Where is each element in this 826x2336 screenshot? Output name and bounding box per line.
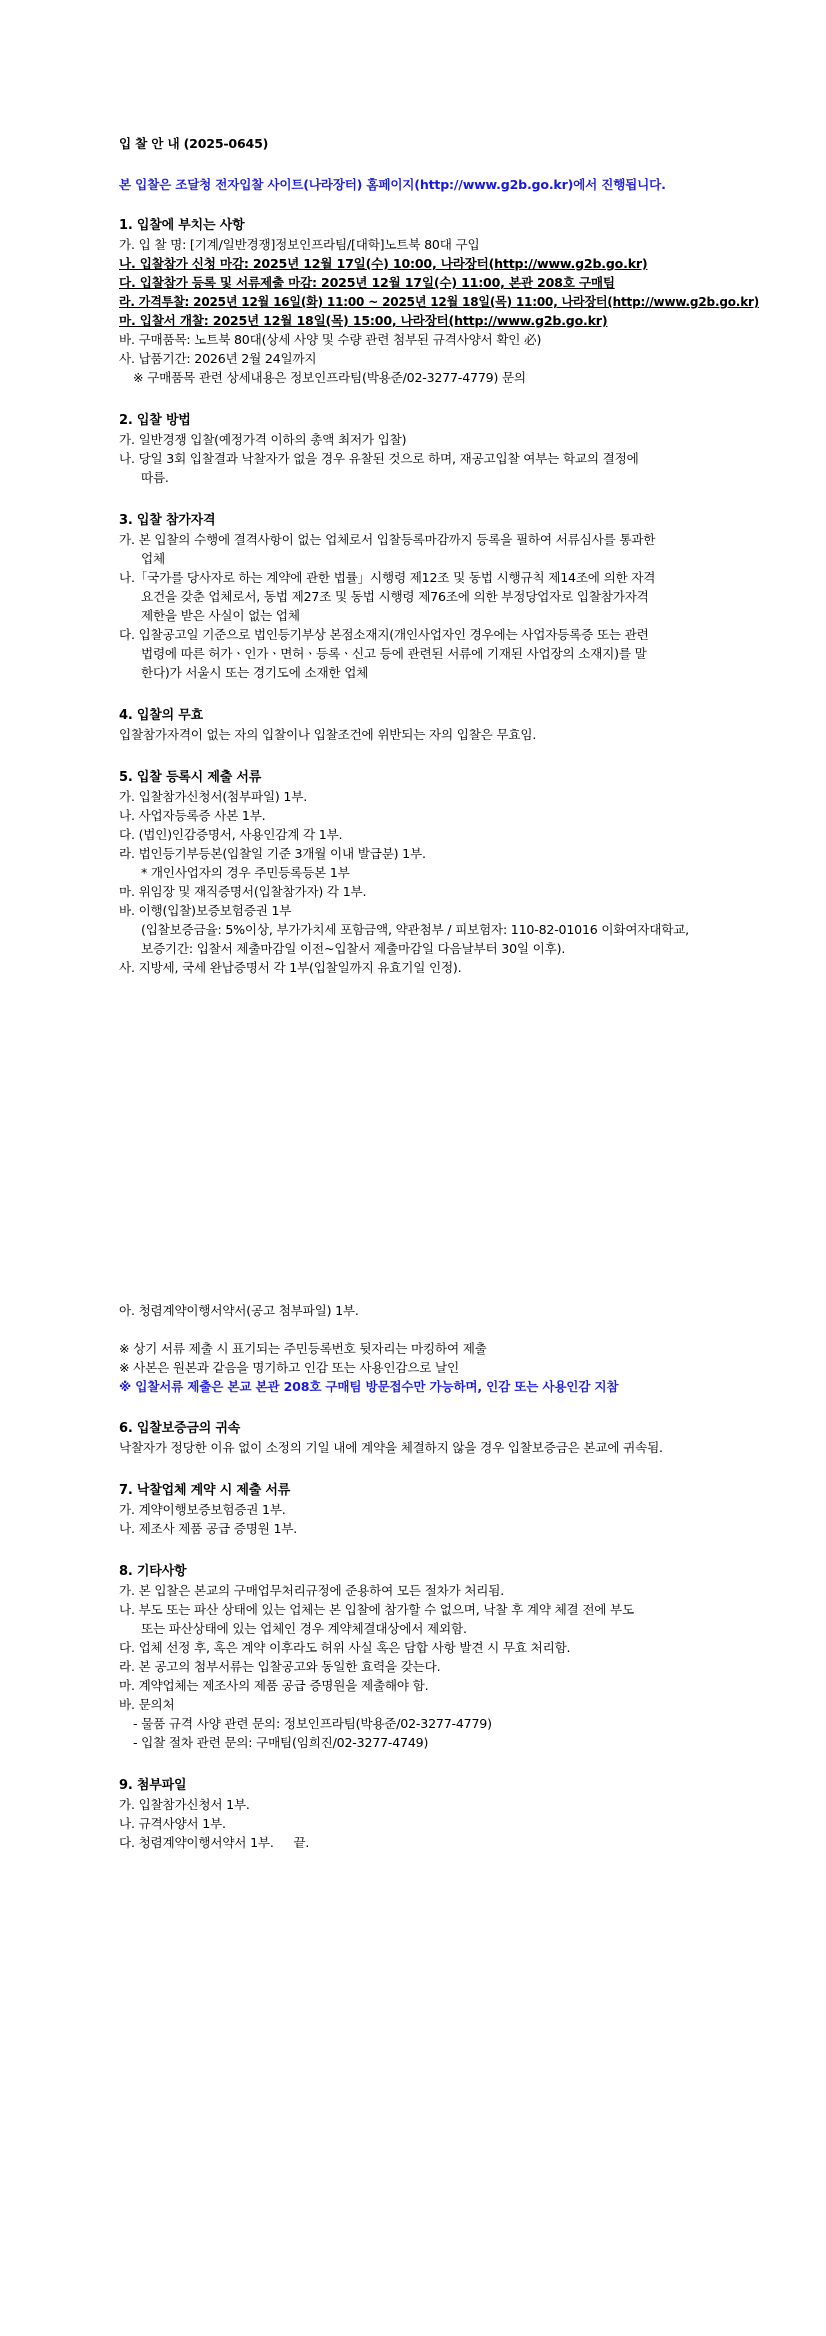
end-mark: 끝. <box>293 1835 310 1850</box>
submission-note-1: ※ 상기 서류 제출 시 표기되는 주민등록번호 뒷자리는 마킹하여 제출 <box>119 1341 487 1356</box>
inquiry-spec: - 물품 규격 사양 관련 문의: 정보인프라팀(박용준/02-3277-4779) <box>133 1716 492 1731</box>
section-8-heading: 8. 기타사항 <box>119 1564 187 1579</box>
doc-d-note: * 개인사업자의 경우 주민등록등본 1부 <box>141 865 350 880</box>
qualification-c-cont-2: 한다)가 서울시 또는 경기도에 소재한 업체 <box>141 665 369 680</box>
doc-a: 가. 입찰참가신청서(첨부파일) 1부. <box>119 789 308 804</box>
section-9-heading: 9. 첨부파일 <box>119 1778 187 1793</box>
submission-note-3: ※ 입찰서류 제출은 본교 본관 208호 구매팀 방문접수만 가능하며, 인감 또는 사용인감 지참 <box>119 1379 619 1394</box>
misc-a: 가. 본 입찰은 본교의 구매업무처리규정에 준용하여 모든 절차가 처리됨. <box>119 1583 505 1598</box>
doc-d: 라. 법인등기부등본(입찰일 기준 3개월 이내 발급분) 1부. <box>119 846 426 861</box>
misc-b: 나. 부도 또는 파산 상태에 있는 업체는 본 입찰에 참가할 수 없으며, 낙찰 후 계약 체결 전에 부도 <box>119 1602 634 1617</box>
application-deadline: 나. 입찰참가 신청 마감: 2025년 12월 17일(수) 10:00, 나라장터(http://www.g2b.go.kr) <box>119 256 648 271</box>
item-inquiry-note: ※ 구매품목 관련 상세내용은 정보인프라팀(박용준/02-3277-4779) 문의 <box>133 370 526 385</box>
bid-method-b: 나. 당일 3회 입찰결과 낙찰자가 없을 경우 유찰된 것으로 하며, 재공고입찰 여부는 학교의 결정에 <box>119 451 639 466</box>
attachment-b: 나. 규격사양서 1부. <box>119 1816 226 1831</box>
qualification-c-cont-1: 법령에 따른 허가ㆍ인가ㆍ면허ㆍ등록ㆍ신고 등에 관련된 서류에 기재된 사업장의 소재지)를 말 <box>141 646 647 661</box>
inquiry-procedure: - 입찰 절차 관련 문의: 구매팀(임희진/02-3277-4749) <box>133 1735 429 1750</box>
deposit-forfeiture-text: 낙찰자가 정당한 이유 없이 소정의 기일 내에 계약을 체결하지 않을 경우 입찰보증금은 본교에 귀속됨. <box>119 1440 663 1455</box>
qualification-a: 가. 본 입찰의 수행에 결격사항이 없는 업체로서 입찰등록마감까지 등록을 필하여 서류심사를 통과한 <box>119 532 656 547</box>
purchase-item: 바. 구매품목: 노트북 80대(상세 사양 및 수량 관련 첨부된 규격사양서 확인 必) <box>119 332 542 347</box>
qualification-b-cont-2: 제한을 받은 사실이 없는 업체 <box>141 608 300 623</box>
e-bidding-notice: 본 입찰은 조달청 전자입찰 사이트(나라장터) 홈페이지(http://www.g2b.go.kr)에서 진행됩니다. <box>119 177 666 192</box>
bid-method-b-cont: 따름. <box>141 470 169 485</box>
doc-c: 다. (법인)인감증명서, 사용인감계 각 1부. <box>119 827 343 842</box>
section-6-heading: 6. 입찰보증금의 귀속 <box>119 1421 241 1436</box>
doc-f-detail-2: 보증기간: 입찰서 제출마감일 이전~입찰서 제출마감일 다음날부터 30일 이후). <box>141 941 566 956</box>
misc-c: 다. 업체 선정 후, 혹은 계약 이후라도 허위 사실 혹은 담합 사항 발견 시 무효 처리함. <box>119 1640 571 1655</box>
qualification-c: 다. 입찰공고일 기준으로 법인등기부상 본점소재지(개인사업자인 경우에는 사업자등록증 또는 관련 <box>119 627 649 642</box>
attachment-c <box>119 1834 309 1852</box>
submission-note-2: ※ 사본은 원본과 같음을 명기하고 인감 또는 사용인감으로 날인 <box>119 1360 459 1375</box>
misc-f: 바. 문의처 <box>119 1697 175 1712</box>
doc-f: 바. 이행(입찰)보증보험증권 1부 <box>119 903 292 918</box>
bid-name: 가. 입 찰 명: [기계/일반경쟁]정보인프라팀/[대학]노트북 80대 구입 <box>119 237 480 252</box>
price-bidding-period: 라. 가격투찰: 2025년 12월 16일(화) 11:00 ~ 2025년 12월 18일(목) 11:00, 나라장터(http://www.g2b.go.kr) <box>119 294 760 309</box>
attachment-c-text: 다. 청렴계약이행서약서 1부. <box>119 1835 274 1850</box>
attachment-a: 가. 입찰참가신청서 1부. <box>119 1797 250 1812</box>
doc-f-detail-1: (입찰보증금율: 5%이상, 부가가치세 포함금액, 약관첨부 / 피보험자: 110-82-01016 이화여자대학교, <box>141 922 689 937</box>
doc-e: 마. 위임장 및 재직증명서(입찰참가자) 각 1부. <box>119 884 367 899</box>
invalid-bid-text: 입찰참가자격이 없는 자의 입찰이나 입찰조건에 위반되는 자의 입찰은 무효임. <box>119 727 537 742</box>
section-7-heading: 7. 낙찰업체 계약 시 제출 서류 <box>119 1483 291 1498</box>
section-3-heading: 3. 입찰 참가자격 <box>119 513 216 528</box>
misc-b-cont: 또는 파산상태에 있는 업체인 경우 계약체결대상에서 제외함. <box>141 1621 467 1636</box>
delivery-period: 사. 납품기간: 2026년 2월 24일까지 <box>119 351 317 366</box>
qualification-b: 나.「국가를 당사자로 하는 계약에 관한 법률」시행령 제12조 및 동법 시행규칙 제14조에 의한 자격 <box>119 570 656 585</box>
contract-doc-b: 나. 제조사 제품 공급 증명원 1부. <box>119 1521 298 1536</box>
section-2-heading: 2. 입찰 방법 <box>119 413 191 428</box>
document-title: 입 찰 안 내 (2025-0645) <box>119 136 269 151</box>
qualification-a-cont: 업체 <box>141 551 165 566</box>
section-4-heading: 4. 입찰의 무효 <box>119 708 204 723</box>
misc-d: 라. 본 공고의 첨부서류는 입찰공고와 동일한 효력을 갖는다. <box>119 1659 441 1674</box>
doc-b: 나. 사업자등록증 사본 1부. <box>119 808 266 823</box>
doc-g: 사. 지방세, 국세 완납증명서 각 1부(입찰일까지 유효기일 인정). <box>119 960 462 975</box>
doc-h: 아. 청렴계약이행서약서(공고 첨부파일) 1부. <box>119 1303 359 1318</box>
bid-method-a: 가. 일반경쟁 입찰(예정가격 이하의 총액 최저가 입찰) <box>119 432 407 447</box>
bid-opening: 마. 입찰서 개찰: 2025년 12월 18일(목) 15:00, 나라장터(http://www.g2b.go.kr) <box>119 313 608 328</box>
registration-deadline: 다. 입찰참가 등록 및 서류제출 마감: 2025년 12월 17일(수) 11:00, 본관 208호 구매팀 <box>119 275 615 290</box>
contract-doc-a: 가. 계약이행보증보험증권 1부. <box>119 1502 286 1517</box>
misc-e: 마. 계약업체는 제조사의 제품 공급 증명원을 제출해야 함. <box>119 1678 429 1693</box>
section-5-heading: 5. 입찰 등록시 제출 서류 <box>119 770 262 785</box>
qualification-b-cont-1: 요건을 갖춘 업체로서, 동법 제27조 및 동법 시행령 제76조에 의한 부정당업자로 입찰참가자격 <box>141 589 649 604</box>
section-1-heading: 1. 입찰에 부치는 사항 <box>119 218 245 233</box>
